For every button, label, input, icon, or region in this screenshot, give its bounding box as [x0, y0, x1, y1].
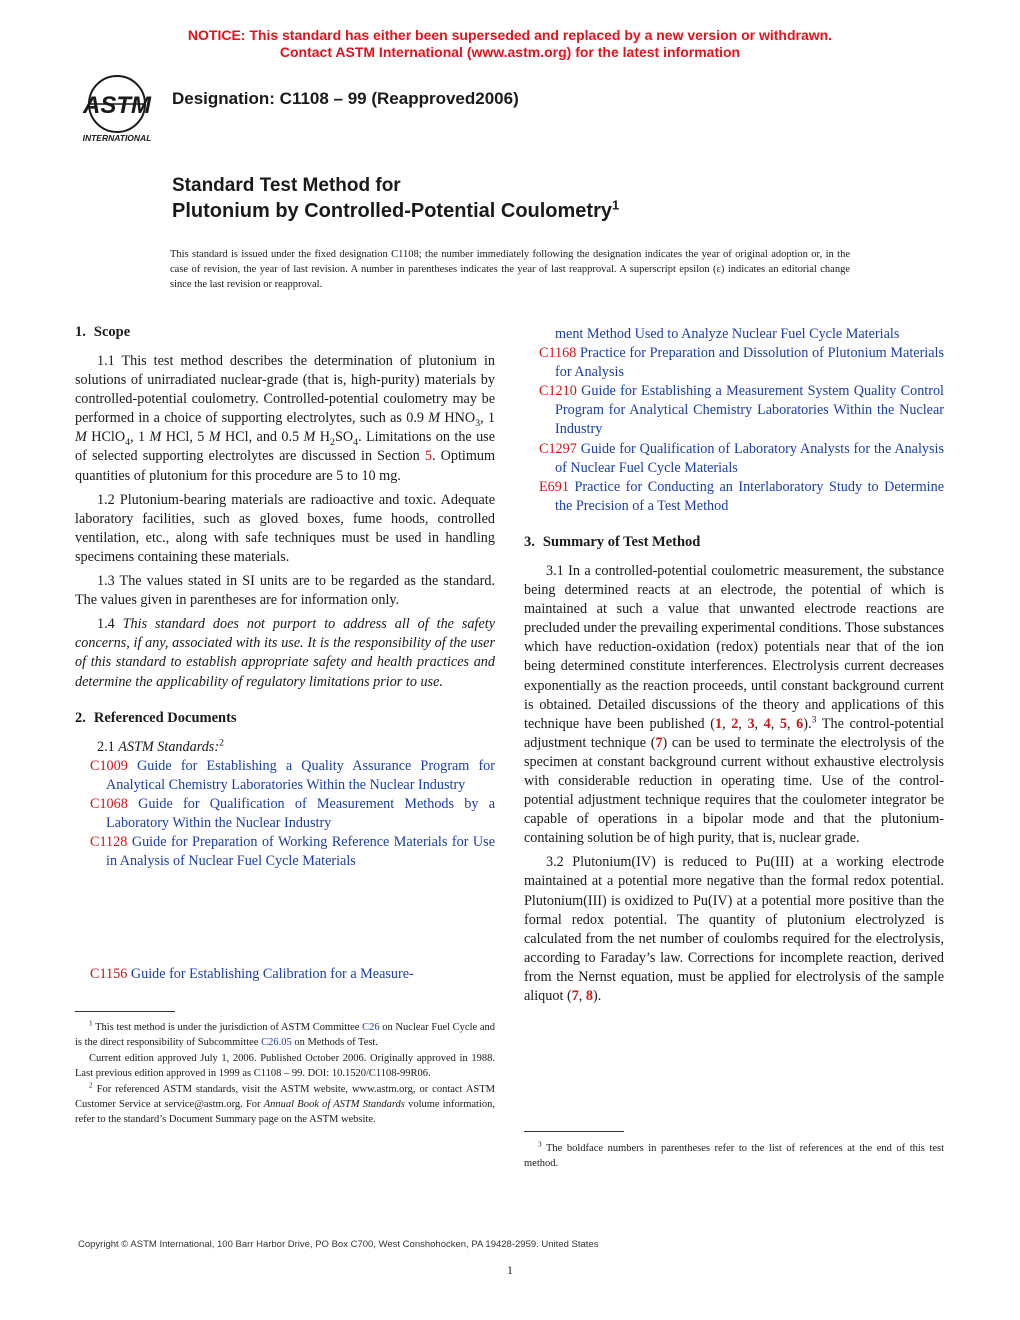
- ref-item[interactable]: E691 Practice for Conducting an Interlaboratory Study to Determine the Precision of a Test Method: [539, 478, 944, 514]
- ref-link[interactable]: 4: [763, 715, 771, 732]
- footnotes-left: [75, 1020, 495, 1128]
- ref-link[interactable]: 5: [779, 715, 787, 732]
- footnote-rule-left: [75, 1011, 175, 1012]
- section-3-heading: [524, 532, 944, 552]
- subcommittee-link[interactable]: C26.05: [261, 1037, 292, 1048]
- ref-link[interactable]: 2: [731, 715, 739, 732]
- ref-link[interactable]: 8: [585, 988, 593, 1004]
- designation: Designation: C1108 – 99 (Reapproved2006): [172, 89, 519, 108]
- para-1-2: 1.2 Plutonium-bearing materials are radioactive and toxic. Adequate laboratory facilities, such as gloved boxes, fume hoods, controlled ventilation, etc., along with safe techniques must be used in handling specimens containing these materials.: [75, 491, 495, 565]
- ref-link[interactable]: 1: [714, 715, 723, 732]
- title-line-2: [172, 197, 620, 223]
- footnotes-right: [524, 1141, 944, 1172]
- ref-link[interactable]: 3: [747, 715, 755, 732]
- footnote-3: $^3$ The boldface numbers in parentheses refer to the list of references at the end of this test method.: [524, 1139, 944, 1169]
- footnote-1: $^1$ This test method is under the jurisdiction of ASTM Committee C26 on Nuclear Fuel Cycle and is the direct responsibility of Subcommittee C26.05 on Methods of Test.: [75, 1018, 495, 1048]
- section-1-heading: [75, 322, 495, 342]
- section-number: 2.: [75, 709, 86, 726]
- title-text: Plutonium by Controlled-Potential Coulometry: [172, 200, 612, 222]
- right-column: [524, 325, 944, 1011]
- ref-item-c1156-start[interactable]: C1156 Guide for Establishing Calibration for a Measure-: [90, 966, 414, 982]
- section-number: 1.: [75, 324, 86, 340]
- section-title: Summary of Test Method: [542, 533, 701, 550]
- ref-link[interactable]: 7: [655, 734, 663, 751]
- notice-line-1: NOTICE: This standard has either been superseded and replaced by a new version or withdrawn.: [187, 27, 833, 43]
- section-number: 3.: [524, 533, 535, 550]
- page-number: 1: [507, 1263, 513, 1277]
- footnote-1-edition: Current edition approved July 1, 2006. Published October 2006. Originally approved in 1988. Last previous edition approved in 1999 as C1108 – 99. DOI: 10.1520/C1108-99R06.: [75, 1053, 495, 1079]
- ref-item-c1156-cont[interactable]: ment Method Used to Analyze Nuclear Fuel Cycle Materials: [555, 326, 900, 342]
- para-3-2: 3.2 Plutonium(IV) is reduced to Pu(III) at a working electrode maintained at a potential more negative than the formal redox potential. Plutonium(III) is oxidized to Pu(IV) at a potential more positive than the formal redox potential. The quantity of plutonium electrolyzed is calculated from the net number of coulombs required for the electrolysis, according to Faraday’s law. Corrections for incomplete reaction, derived from the Nernst equation, must be applied for electrolysis of the sample aliquot (7, 8).: [524, 854, 944, 1004]
- astm-logo: [74, 74, 160, 146]
- para-1-1: 1.1 This test method describes the determination of plutonium in solutions of unirradiated nuclear-grade (that is, high-purity) materials by controlled-potential coulometry. Controlled-potential coulometry may be performed in a choice of supporting electrolytes, such as 0.9 M $HNO_3$, 1 M HClO$_4$, 1 M HCl, 5 M HCl, and 0.5 M $H_2SO_4$. Limitations on the use of selected supporting electrolytes are discussed in Section 5. Optimum quantities of plutonium for this procedure are 5 to 10 mg.: [75, 353, 495, 484]
- ref-item[interactable]: C1128 Guide for Preparation of Working Reference Materials for Use in Analysis of Nuclear Fuel Cycle Materials: [90, 834, 495, 870]
- ref-item[interactable]: C1297 Guide for Qualification of Laboratory Analysts for the Analysis of Nuclear Fuel Cycle Materials: [539, 440, 944, 476]
- title-line-1: Standard Test Method for: [172, 175, 401, 196]
- para-2-1: 2.1 ASTM Standards:$^2$: [97, 736, 225, 755]
- logo-text: ASTM: [83, 92, 151, 119]
- section-5-link[interactable]: 5: [424, 448, 432, 465]
- ref-item[interactable]: C1009 Guide for Establishing a Quality Assurance Program for Analytical Chemistry Laboratories Within the Nuclear Industry: [90, 757, 495, 793]
- section-title: Referenced Documents: [93, 709, 237, 726]
- notice-line-2: Contact ASTM International (www.astm.org) for the latest information: [279, 44, 741, 60]
- para-1-4: 1.4 This standard does not purport to address all of the safety concerns, if any, associated with its use. It is the responsibility of the user of this standard to establish appropriate safety and health practices and determine the applicability of regulatory limitations prior to use.: [75, 616, 495, 690]
- footnote-2: $^2$ For referenced ASTM standards, visit the ASTM website, www.astm.org, or contact ASTM Customer Service at service@astm.org. For Annual Book of ASTM Standards volume information, refer to the standard’s Document Summary page on the ASTM website.: [75, 1080, 495, 1125]
- ref-item[interactable]: C1068 Guide for Qualification of Measurement Methods by a Laboratory Within the Nuclear Industry: [90, 795, 496, 831]
- logo-subtext: INTERNATIONAL: [82, 133, 152, 143]
- ref-link[interactable]: 7: [571, 988, 579, 1004]
- ref-link[interactable]: 6: [796, 715, 804, 732]
- copyright-footer: Copyright © ASTM International, 100 Barr Harbor Drive, PO Box C700, West Conshohocken, PA 19428-2959. United States: [78, 1239, 599, 1250]
- ref-item[interactable]: C1168 Practice for Preparation and Dissolution of Plutonium Materials for Analysis: [539, 345, 944, 381]
- para-1-3: 1.3 The values stated in SI units are to be regarded as the standard. The values given in parentheses are for information only.: [75, 573, 495, 609]
- committee-link[interactable]: C26: [362, 1022, 380, 1033]
- ref-item[interactable]: C1210 Guide for Establishing a Measurement System Quality Control Program for Analytical Chemistry Laboratories Within the Nuclear Industry: [539, 383, 945, 438]
- left-column: [75, 322, 495, 871]
- intro-note: This standard is issued under the fixed designation C1108; the number immediately following the designation indicates the year of original adoption or, in the case of revision, the year of last revision. A number in parentheses indicates the year of last reapproval. A superscript epsilon (ε) indicates an editorial change since the last revision or reapproval.: [170, 249, 850, 290]
- title-footnote-mark: 1: [612, 197, 620, 213]
- para-3-1: 3.1 In a controlled-potential coulometric measurement, the substance being determined reacts at an electrode, the potential of which is maintained at such a value that unwanted electrode reactions are precluded under the prevailing experimental conditions. Those substances which have reduction-oxidation (redox) potentials near that of the ion being determined constitute interferences. Electrolysis current decreases exponentially as the reaction proceeds, until constant background current is obtained. Detailed discussions of the theory and applications of this technique have been published (1, 2, 3, 4, 5, 6).$^3$ The control-potential adjustment technique (7) can be used to terminate the electrolysis of the specimen at constant background current without exhaustive electrolysis with considerable reduction in operating time. Use of the control-potential adjustment technique requires that the coulometer integrator be capable of operations in a bipolar mode and that the plutonium-containing solution be of high purity, that is, nuclear grade.: [524, 562, 945, 847]
- withdrawal-notice: [0, 27, 1020, 61]
- section-title: Scope: [93, 324, 131, 340]
- section-2-heading: [75, 708, 495, 728]
- footnote-rule-right: [524, 1131, 624, 1132]
